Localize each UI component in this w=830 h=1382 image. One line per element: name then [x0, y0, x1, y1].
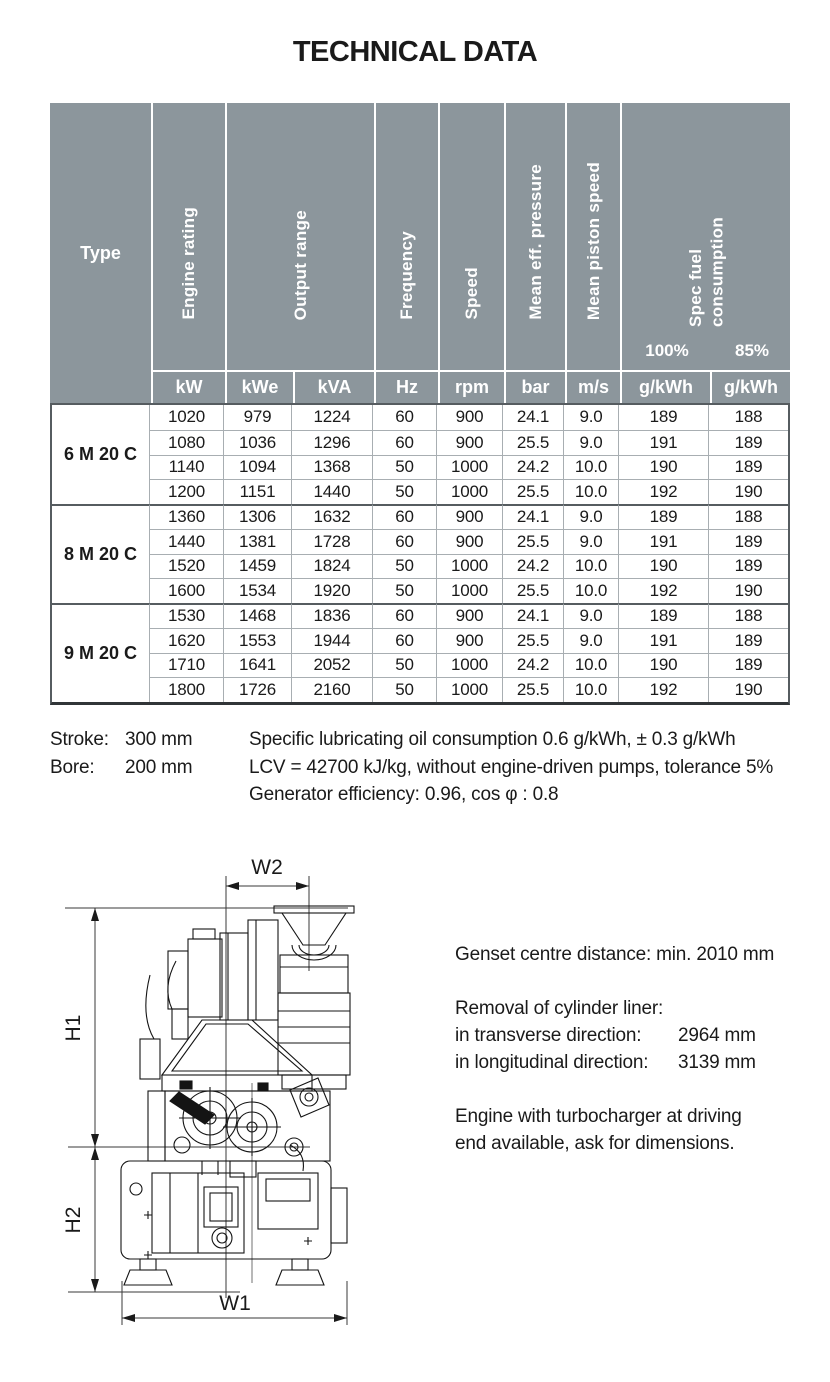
table-value-cell: 1726: [223, 677, 291, 702]
removal-transverse-value: 2964 mm: [678, 1025, 756, 1046]
table-value-cell: 10.0: [563, 677, 618, 702]
table-value-cell: 900: [436, 628, 502, 653]
table-value-cell: 50: [372, 479, 436, 504]
note-line: Specific lubricating oil consumption 0.6 g/kWh, ± 0.3 g/kWh: [249, 729, 736, 750]
unit-header-kva: kVA: [293, 370, 374, 403]
table-value-cell: 1296: [291, 430, 372, 455]
engine-dimension-drawing: [52, 843, 452, 1335]
table-value-cell: 1360: [149, 504, 223, 529]
table-value-cell: 190: [618, 653, 708, 678]
dim-label-h1: H1: [62, 1014, 85, 1042]
table-value-cell: 9.0: [563, 603, 618, 628]
table-value-cell: 1944: [291, 628, 372, 653]
table-body: [50, 403, 790, 705]
table-value-cell: 10.0: [563, 554, 618, 579]
table-value-cell: 25.5: [502, 628, 563, 653]
table-value-cell: 1224: [291, 405, 372, 430]
table-value-cell: 1200: [149, 479, 223, 504]
unit-header-gkwh-100: g/kWh: [620, 370, 710, 403]
table-value-cell: 190: [708, 578, 788, 603]
table-value-cell: 189: [708, 628, 788, 653]
table-value-cell: 1530: [149, 603, 223, 628]
table-value-cell: 189: [618, 603, 708, 628]
table-value-cell: 60: [372, 405, 436, 430]
note-line: LCV = 42700 kJ/kg, without engine-driven pumps, tolerance 5%: [249, 756, 774, 778]
table-value-cell: 1000: [436, 554, 502, 579]
table-value-cell: 9.0: [563, 628, 618, 653]
unit-header-kwe: kWe: [225, 370, 293, 403]
table-value-cell: 191: [618, 430, 708, 455]
table-value-cell: 1534: [223, 578, 291, 603]
table-value-cell: 1824: [291, 554, 372, 579]
table-value-cell: 192: [618, 677, 708, 702]
table-value-cell: 1036: [223, 430, 291, 455]
table-value-cell: 1368: [291, 455, 372, 480]
table-value-cell: 900: [436, 529, 502, 554]
table-value-cell: 189: [708, 455, 788, 480]
table-value-cell: 1094: [223, 455, 291, 480]
dim-label-w1: W1: [219, 1292, 251, 1315]
genset-info-block: [455, 941, 805, 1157]
stroke-label: Stroke:: [50, 729, 109, 750]
table-value-cell: 1641: [223, 653, 291, 678]
table-value-cell: 979: [223, 405, 291, 430]
table-value-cell: 60: [372, 603, 436, 628]
table-value-cell: 60: [372, 628, 436, 653]
engine-type-cell: 8 M 20 C: [52, 504, 149, 603]
table-value-cell: 1000: [436, 455, 502, 480]
table-value-cell: 190: [618, 455, 708, 480]
table-value-cell: 2160: [291, 677, 372, 702]
table-value-cell: 9.0: [563, 529, 618, 554]
table-value-cell: 192: [618, 479, 708, 504]
table-value-cell: 1600: [149, 578, 223, 603]
table-value-cell: 24.2: [502, 455, 563, 480]
table-value-cell: 9.0: [563, 405, 618, 430]
table-value-cell: 25.5: [502, 677, 563, 702]
table-value-cell: 1459: [223, 554, 291, 579]
table-value-cell: 188: [708, 504, 788, 529]
table-value-cell: 60: [372, 504, 436, 529]
table-value-cell: 189: [708, 554, 788, 579]
turbo-note-line1: Engine with turbocharger at driving: [455, 1106, 742, 1127]
removal-longitudinal-value: 3139 mm: [678, 1052, 756, 1073]
table-value-cell: 900: [436, 603, 502, 628]
spec-fuel-label: Spec fuel consumption: [685, 216, 726, 327]
load-100-label: 100%: [645, 341, 689, 360]
table-value-cell: 188: [708, 603, 788, 628]
table-value-cell: 189: [618, 405, 708, 430]
column-header-engine-rating: Engine rating: [151, 103, 225, 370]
table-value-cell: 24.1: [502, 603, 563, 628]
unit-header-gkwh-85: g/kWh: [710, 370, 790, 403]
technical-data-table: [50, 103, 790, 705]
dim-label-w2: W2: [251, 856, 283, 879]
table-value-cell: 25.5: [502, 529, 563, 554]
column-header-frequency: Frequency: [374, 103, 438, 370]
table-value-cell: 191: [618, 628, 708, 653]
table-value-cell: 1440: [291, 479, 372, 504]
table-value-cell: 1381: [223, 529, 291, 554]
table-value-cell: 10.0: [563, 455, 618, 480]
table-value-cell: 50: [372, 554, 436, 579]
table-value-cell: 10.0: [563, 653, 618, 678]
table-value-cell: 1440: [149, 529, 223, 554]
table-value-cell: 188: [708, 405, 788, 430]
table-value-cell: 1000: [436, 677, 502, 702]
stroke-note: [50, 726, 192, 754]
engine-outline: [121, 906, 354, 1285]
table-value-cell: 1920: [291, 578, 372, 603]
table-value-cell: 189: [708, 430, 788, 455]
column-header-output-range: Output range: [225, 103, 374, 370]
table-value-cell: 24.2: [502, 653, 563, 678]
table-value-cell: 24.1: [502, 504, 563, 529]
table-value-cell: 1553: [223, 628, 291, 653]
table-value-cell: 191: [618, 529, 708, 554]
table-value-cell: 1468: [223, 603, 291, 628]
table-value-cell: 1632: [291, 504, 372, 529]
table-value-cell: 10.0: [563, 479, 618, 504]
column-header-spec-fuel-consumption: [620, 103, 790, 370]
table-value-cell: 50: [372, 455, 436, 480]
table-value-cell: 189: [708, 653, 788, 678]
removal-title: Removal of cylinder liner:: [455, 998, 664, 1019]
table-value-cell: 190: [618, 554, 708, 579]
consumption-notes: [249, 726, 773, 809]
engine-type-cell: 9 M 20 C: [52, 603, 149, 702]
table-value-cell: 60: [372, 430, 436, 455]
table-value-cell: 50: [372, 677, 436, 702]
unit-header-ms: m/s: [565, 370, 620, 403]
genset-centre-distance: Genset centre distance: min. 2010 mm: [455, 944, 775, 965]
table-value-cell: 1000: [436, 653, 502, 678]
table-value-cell: 1800: [149, 677, 223, 702]
unit-header-hz: Hz: [374, 370, 438, 403]
page-title: TECHNICAL DATA: [292, 36, 538, 68]
table-value-cell: 1000: [436, 479, 502, 504]
table-header: [50, 103, 790, 403]
table-value-cell: 1836: [291, 603, 372, 628]
bore-label: Bore:: [50, 756, 95, 778]
removal-transverse-row: [455, 1022, 805, 1049]
dim-label-h2: H2: [62, 1206, 85, 1234]
table-value-cell: 190: [708, 677, 788, 702]
table-value-cell: 25.5: [502, 578, 563, 603]
removal-longitudinal-label: in longitudinal direction:: [455, 1052, 649, 1073]
table-value-cell: 1306: [223, 504, 291, 529]
turbo-note-line2: end available, ask for dimensions.: [455, 1133, 735, 1154]
bore-value: 200 mm: [125, 756, 193, 778]
table-value-cell: 900: [436, 430, 502, 455]
engine-geometry-notes: [50, 726, 192, 781]
bore-note: [50, 754, 192, 782]
note-line: Generator efficiency: 0.96, cos φ : 0.8: [249, 784, 559, 805]
table-value-cell: 1151: [223, 479, 291, 504]
table-value-cell: 1620: [149, 628, 223, 653]
unit-header-rpm: rpm: [438, 370, 504, 403]
table-value-cell: 1140: [149, 455, 223, 480]
table-value-cell: 9.0: [563, 504, 618, 529]
table-value-cell: 189: [708, 529, 788, 554]
removal-transverse-label: in transverse direction:: [455, 1025, 642, 1046]
column-header-type: Type: [80, 242, 121, 263]
table-value-cell: 25.5: [502, 430, 563, 455]
table-value-cell: 1520: [149, 554, 223, 579]
stroke-value: 300 mm: [125, 729, 193, 750]
table-value-cell: 192: [618, 578, 708, 603]
load-85-label: 85%: [734, 341, 770, 360]
table-value-cell: 900: [436, 504, 502, 529]
load-percentage-row: [622, 341, 790, 370]
table-value-cell: 1000: [436, 578, 502, 603]
table-value-cell: 24.2: [502, 554, 563, 579]
column-header-mean-eff-pressure: Mean eff. pressure: [504, 103, 565, 370]
table-value-cell: 25.5: [502, 479, 563, 504]
column-header-mean-piston-speed: Mean piston speed: [565, 103, 620, 370]
table-value-cell: 2052: [291, 653, 372, 678]
table-value-cell: 1710: [149, 653, 223, 678]
table-value-cell: 1080: [149, 430, 223, 455]
table-value-cell: 1020: [149, 405, 223, 430]
column-header-speed: Speed: [438, 103, 504, 370]
table-value-cell: 9.0: [563, 430, 618, 455]
table-value-cell: 10.0: [563, 578, 618, 603]
table-value-cell: 900: [436, 405, 502, 430]
table-value-cell: 24.1: [502, 405, 563, 430]
table-value-cell: 1728: [291, 529, 372, 554]
removal-longitudinal-row: [455, 1049, 805, 1076]
table-value-cell: 50: [372, 578, 436, 603]
table-value-cell: 190: [708, 479, 788, 504]
dimension-lines: [65, 876, 348, 1325]
table-value-cell: 50: [372, 653, 436, 678]
table-value-cell: 60: [372, 529, 436, 554]
unit-header-bar: bar: [504, 370, 565, 403]
engine-type-cell: 6 M 20 C: [63, 444, 138, 464]
table-value-cell: 189: [618, 504, 708, 529]
unit-header-kw: kW: [151, 370, 225, 403]
